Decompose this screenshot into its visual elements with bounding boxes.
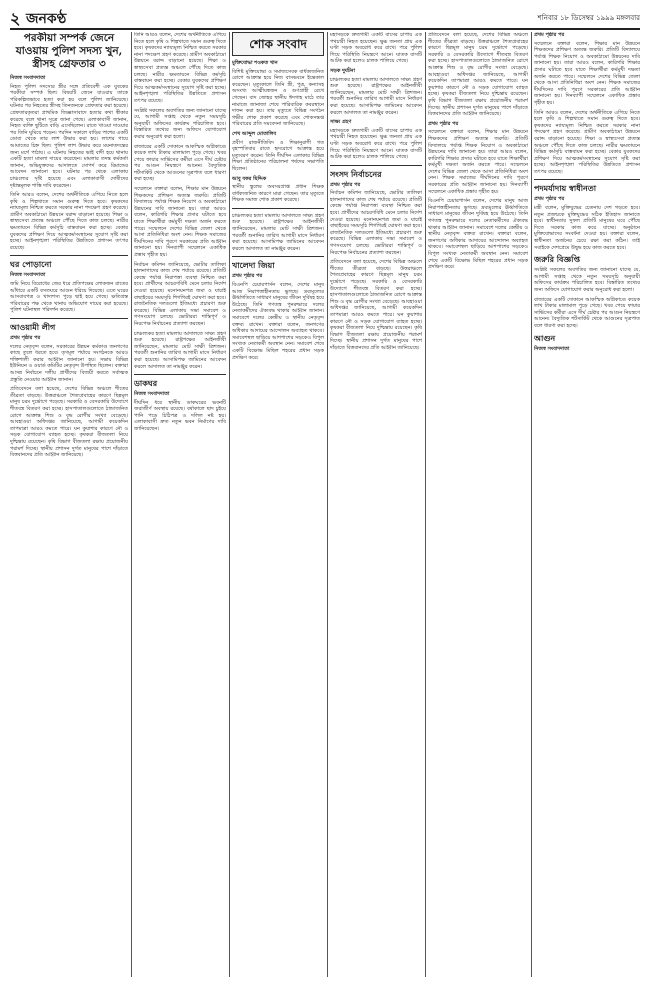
article-body-3-cont: প্রতিবেদনে বলা হয়েছে, দেশের বিভিন্ন অঞ্চলে শীতের তীব্রতা বাড়ছে। উত্তরাঞ্চলে শৈত্যপ্রবাহের কারণে ছিন্নমূল মানুষ চরম দুর্ভোগে পড়েছে। সরকারি ও বেসরকারি উদ্যোগে শীতবস্ত্র বিতরণ করা হচ্ছে। হাসপাতালগুলোতে ঠান্ডাজনিত রোগে আক্রান্ত শিশু ও বৃদ্ধ রোগীর সংখ্যা বেড়েছে। আবহাওয়া অধিদপ্তর জানিয়েছে, আগামী কয়েকদিন তাপমাত্রা আরও কমতে পারে। ঘন কুয়াশার কারণে নৌ ও সড়ক যোগাযোগ ব্যাহত হচ্ছে। কৃষকরা বীজতলা নিয়ে দুশ্চিন্তায় রয়েছেন। কৃষি বিভাগ বীজতলা রক্ষায় প্রয়োজনীয় পরামর্শ দিচ্ছে। স্থানীয় প্রশাসন দুর্গত মানুষের পাশে দাঁড়াতে বিত্তবানদের প্রতি আহ্বান জানিয়েছে। xyxy=(10,386,128,459)
obituary-name-2: শেখ আব্দুল মোতালিব xyxy=(232,130,277,137)
article-body-8: বিএনপি চেয়ারপার্সন বলেন, দেশের মানুষ আজ নিরাপত্তাহীনতায় ভুগছে। দ্রব্যমূল্যের ঊর্ধ্বগতিতে সাধারণ মানুষের জীবন দুর্বিষহ হয়ে উঠেছে। তিনি গণতন্ত্র পুনরুদ্ধারে দলের নেতাকর্মীদের ঐক্যবদ্ধ থাকার আহ্বান জানান। সমাবেশে দলের কেন্দ্রীয় ও স্থানীয় নেতৃবৃন্দ বক্তব্য রাখেন। বক্তারা বলেন, জনগণের অধিকার আদায়ের আন্দোলন অব্যাহত থাকবে। সমাবেশস্থল ছাড়িয়ে আশপাশের সড়কেও বিপুল সংখ্যক নেতাকর্মী অবস্থান নেন। সমাবেশ শেষে একটি বিক্ষোভ মিছিল শহরের প্রধান সড়ক প্রদক্ষিণ করে। xyxy=(232,282,324,361)
column-3 xyxy=(232,32,324,977)
page-number: ২ xyxy=(10,9,21,28)
article-body-1: নিহত পুলিশ সদস্যের স্ত্রীর সঙ্গে প্রতিবেশী এক যুবকের পরকীয়া সম্পর্ক ছিল। বিষয়টি জেনে যাওয়ায় তাকে পরিকল্পিতভাবে হত্যা করা হয় বলে পুলিশ জানিয়েছে। ঘটনার পর নিহতের স্ত্রীসহ তিনজনকে গ্রেফতার করা হয়েছে। গ্রেফতারকৃতরা প্রাথমিক জিজ্ঞাসাবাদে হত্যার কথা স্বীকার করেছে বলে থানা সূত্রে জানা গেছে। এলাকাবাসী জানান, নিহত ব্যক্তি ছুটিতে বাড়ি এসেছিলেন। রাতে খাওয়া দাওয়ার পর তিনি ঘুমিয়ে পড়েন। পরদিন সকালে বাড়ির পাশের একটি ডোবা থেকে তার লাশ উদ্ধার করা হয়। লাশের গায়ে আঘাতের চিহ্ন ছিল। পুলিশ লাশ উদ্ধার করে ময়নাতদন্তের জন্য মর্গে পাঠায়। এ ঘটনায় নিহতের ভাই বাদী হয়ে থানায় একটি হত্যা মামলা দায়ের করেছেন। মামলার তদন্ত কর্মকর্তা জানান, অভিযুক্তদের আদালতে সোপর্দ করে রিমান্ডের আবেদন জানানো হবে। ঘটনার পর থেকে এলাকায় চাঞ্চল্যের সৃষ্টি হয়েছে এবং এলাকাবাসী দোষীদের দৃষ্টান্তমূলক শাস্তি দাবি করেছেন। xyxy=(10,83,128,189)
article-body-13b: প্রতিবেদনে বলা হয়েছে, দেশের বিভিন্ন অঞ্চলে শীতের তীব্রতা বাড়ছে। উত্তরাঞ্চলে শৈত্যপ্রবাহের কারণে ছিন্নমূল মানুষ চরম দুর্ভোগে পড়েছে। সরকারি ও বেসরকারি উদ্যোগে শীতবস্ত্র বিতরণ করা হচ্ছে। হাসপাতালগুলোতে ঠান্ডাজনিত রোগে আক্রান্ত শিশু ও বৃদ্ধ রোগীর সংখ্যা বেড়েছে। আবহাওয়া অধিদপ্তর জানিয়েছে, আগামী কয়েকদিন তাপমাত্রা আরও কমতে পারে। ঘন কুয়াশার কারণে নৌ ও সড়ক যোগাযোগ ব্যাহত হচ্ছে। কৃষকরা বীজতলা নিয়ে দুশ্চিন্তায় রয়েছেন। কৃষি বিভাগ বীজতলা রক্ষায় প্রয়োজনীয় পরামর্শ দিচ্ছে। স্থানীয় প্রশাসন দুর্গত মানুষের পাশে দাঁড়াতে বিত্তবানদের প্রতি আহ্বান জানিয়েছে। xyxy=(330,259,422,351)
column-5 xyxy=(428,32,528,977)
date-line: শনিবার ১৮ ডিসেম্বর ১৯৯৯ মঙ্গলবার xyxy=(537,14,640,22)
column-4 xyxy=(330,32,422,977)
obituary-banner: শোক সংবাদ xyxy=(232,32,324,56)
article-body-6: সংশ্লিষ্ট সকলের অবগতির জন্য জানানো যাচ্ছে যে, আগামী সপ্তাহ থেকে নতুন সময়সূচি অনুযায়ী অফিসের কার্যক্রম পরিচালিত হবে। বিস্তারিত তথ্যের জন্য অফিসে যোগাযোগ করার অনুরোধ করা হলো। xyxy=(134,107,226,140)
article-body-7: বাজারের একটি দোকানে আকস্মিক অগ্নিকাণ্ডে কয়েক লাখ টাকার মালামাল পুড়ে গেছে। খবর পেয়ে ফায়ার সার্ভিসের কর্মীরা এসে দীর্ঘ চেষ্টার পর আগুন নিয়ন্ত্রণে আনেন। বৈদ্যুতিক শর্টসার্কিট থেকে আগুনের সূত্রপাত বলে ধারণা করা হচ্ছে। xyxy=(134,143,226,183)
headline-2: ঘর পোড়ানো xyxy=(10,260,52,270)
headline-4: ডাকঘর xyxy=(134,379,158,389)
article-body-5d: তিনি আরও বলেন, দেশের অর্থনীতিকে এগিয়ে নিতে হলে কৃষি ও শিল্পখাতে সমান গুরুত্ব দিতে হবে। কৃষকদের ন্যায্যমূল্য নিশ্চিত করতে সরকার নানা পদক্ষেপ গ্রহণ করেছে। গ্রামীণ অবকাঠামো উন্নয়নে বরাদ্দ বাড়ানো হয়েছে। শিক্ষা ও স্বাস্থ্যসেবা প্রত্যন্ত অঞ্চলে পৌঁছে দিতে কাজ চলছে। নারীর ক্ষমতায়নে বিভিন্ন কর্মসূচি বাস্তবায়ন করা হচ্ছে। বেকার যুবকদের প্রশিক্ষণ দিয়ে আত্মকর্মসংস্থানের সুযোগ সৃষ্টি করা হচ্ছে। আইনশৃঙ্খলা পরিস্থিতির উন্নতিতে প্রশাসন তৎপর রয়েছে। xyxy=(534,109,640,175)
article-body-8c: বিএনপি চেয়ারপার্সন বলেন, দেশের মানুষ আজ নিরাপত্তাহীনতায় ভুগছে। দ্রব্যমূল্যের ঊর্ধ্বগতিতে সাধারণ মানুষের জীবন দুর্বিষহ হয়ে উঠেছে। তিনি গণতন্ত্র পুনরুদ্ধারে দলের নেতাকর্মীদের ঐক্যবদ্ধ থাকার আহ্বান জানান। সমাবেশে দলের কেন্দ্রীয় ও স্থানীয় নেতৃবৃন্দ বক্তব্য রাখেন। বক্তারা বলেন, জনগণের অধিকার আদায়ের আন্দোলন অব্যাহত থাকবে। সমাবেশস্থল ছাড়িয়ে আশপাশের সড়কেও বিপুল সংখ্যক নেতাকর্মী অবস্থান নেন। সমাবেশ শেষে একটি বিক্ষোভ মিছিল শহরের প্রধান সড়ক প্রদক্ষিণ করে। xyxy=(428,198,528,271)
dateline-14: প্রথম পৃষ্ঠার পর xyxy=(534,32,565,38)
article-body-5: তিনি আরও বলেন, দেশের অর্থনীতিকে এগিয়ে নিতে হলে কৃষি ও শিল্পখাতে সমান গুরুত্ব দিতে হবে। কৃষকদের ন্যায্যমূল্য নিশ্চিত করতে সরকার নানা পদক্ষেপ গ্রহণ করেছে। গ্রামীণ অবকাঠামো উন্নয়নে বরাদ্দ বাড়ানো হয়েছে। শিক্ষা ও স্বাস্থ্যসেবা প্রত্যন্ত অঞ্চলে পৌঁছে দিতে কাজ চলছে। নারীর ক্ষমতায়নে বিভিন্ন কর্মসূচি বাস্তবায়ন করা হচ্ছে। বেকার যুবকদের প্রশিক্ষণ দিয়ে আত্মকর্মসংস্থানের সুযোগ সৃষ্টি করা হচ্ছে। আইনশৃঙ্খলা পরিস্থিতির উন্নতিতে প্রশাসন তৎপর রয়েছে। xyxy=(134,32,226,104)
column-1 xyxy=(10,32,128,977)
headline-10: সংসদ নির্বাচনের xyxy=(330,169,382,179)
obituary-name-3: আবু বকর ছিদ্দিক xyxy=(232,175,267,182)
headline-7: আগুন xyxy=(534,333,556,343)
obituary-body-3: স্থানীয় স্কুলের অবসরপ্রাপ্ত প্রধান শিক্ষক বার্ধক্যজনিত কারণে মারা গেছেন। তার মৃত্যুতে শিক্ষক সমাজ শোক প্রকাশ করেছে। xyxy=(232,184,324,204)
dateline-1: নিজস্ব সংবাদদাতা xyxy=(10,75,46,81)
headline-6: জরুরি বিজ্ঞপ্তি xyxy=(534,255,581,265)
dateline-2: নিজস্ব সংবাদদাতা xyxy=(10,272,46,279)
subhead-11: সড়ক দুর্ঘটনা xyxy=(330,67,355,74)
article-body-4: দীর্ঘদিন ধরে স্থানীয় ডাকঘরের ভবনটি জরাজীর্ণ অবস্থায় রয়েছে। বর্ষাকালে ছাদ চুইয়ে পানি পড়ে চিঠিপত্র ও দলিল নষ্ট হয়। এলাকাবাসী দ্রুত নতুন ভবন নির্মাণের দাবি জানিয়েছেন। xyxy=(134,399,226,433)
dateline-13: প্রথম পৃষ্ঠার পর xyxy=(428,120,459,127)
newspaper-logo: জনকণ্ঠ xyxy=(26,11,67,27)
article-body-11c: মহাসড়কে দ্রুতগামী একটি বাসের চাপায় এক পথচারী নিহত হয়েছেন। ক্ষুব্ধ জনতা প্রায় এক ঘণ্টা সড়ক অবরোধ করে রাখে। পরে পুলিশ গিয়ে পরিস্থিতি নিয়ন্ত্রণে আনে। ঘাতক বাসটি আটক করা হলেও চালক পালিয়ে গেছে। xyxy=(330,127,422,161)
headline-8: খালেদা জিয়া xyxy=(232,261,275,271)
article-body-2: জমি নিয়ে বিরোধের জের ধরে প্রতিপক্ষের লোকজন রাতের আঁধারে একটি বসতঘরে আগুন ধরিয়ে দিয়েছে। এতে ঘরের আসবাবপত্র ও খাদ্যশস্য পুড়ে ছাই হয়ে গেছে। ক্ষতিগ্রস্ত পরিবারের পক্ষ থেকে থানায় অভিযোগ দায়ের করা হয়েছে। পুলিশ ঘটনাস্থল পরিদর্শন করেছে। xyxy=(10,281,128,314)
article-body-12: চাঞ্চল্যকর হত্যা মামলায় আদালতে সাক্ষ্য গ্রহণ শুরু হয়েছে। রাষ্ট্রপক্ষের আইনজীবী জানিয়েছেন, মামলার মোট সাক্ষী ত্রিশজন। পরবর্তী শুনানির তারিখ আগামী মাসে নির্ধারণ করা হয়েছে। আসামিপক্ষ জামিনের আবেদন করলে আদালত তা নামঞ্জুর করেন। xyxy=(232,212,324,252)
dateline-15: প্রথম পৃষ্ঠার পর xyxy=(534,196,565,203)
dateline-4: নিজস্ব সংবাদদাতা xyxy=(134,391,170,398)
dateline-8: প্রথম পৃষ্ঠার পর xyxy=(232,273,263,280)
headline-3: আওয়ামী লীগ xyxy=(10,323,56,332)
article-body-6d: সংশ্লিষ্ট সকলের অবগতির জন্য জানানো যাচ্ছে যে, আগামী সপ্তাহ থেকে নতুন সময়সূচি অনুযায়ী অফিসের কার্যক্রম পরিচালিত হবে। বিস্তারিত তথ্যের জন্য অফিসে যোগাযোগ করার অনুরোধ করা হলো। xyxy=(534,267,640,293)
obituary-body-1: বিশিষ্ট মুক্তিযোদ্ধা ও সমাজসেবক বার্ধক্যজনিত রোগে আক্রান্ত হয়ে নিজ বাসভবনে ইন্তেকাল করেছেন। মৃত্যুকালে তিনি স্ত্রী, পুত্র, কন্যাসহ অসংখ্য আত্মীয়স্বজন ও গুণগ্রাহী রেখে গেছেন। বাদ জোহর স্থানীয় ঈদগাহ মাঠে তার নামাজে জানাজা শেষে পারিবারিক কবরস্থানে দাফন করা হয়। তার মৃত্যুতে বিভিন্ন সংগঠন গভীর শোক প্রকাশ করেছে এবং শোকসন্তপ্ত পরিবারের প্রতি সমবেদনা জানিয়েছে। xyxy=(232,68,324,128)
article-body-7d: বাজারের একটি দোকানে আকস্মিক অগ্নিকাণ্ডে কয়েক লাখ টাকার মালামাল পুড়ে গেছে। খবর পেয়ে ফায়ার সার্ভিসের কর্মীরা এসে দীর্ঘ চেষ্টার পর আগুন নিয়ন্ত্রণে আনেন। বৈদ্যুতিক শর্টসার্কিট থেকে আগুনের সূত্রপাত বলে ধারণা করা হচ্ছে। xyxy=(534,296,640,329)
dateline-3: প্রথম পৃষ্ঠার পর xyxy=(10,335,41,341)
dateline-7: নিজস্ব সংবাদদাতা xyxy=(534,345,570,352)
article-body-3: দলের নেতৃবৃন্দ বলেন, সরকারের উন্নয়ন কর্মকাণ্ড জনগণের কাছে তুলে ধরতে হবে। তৃণমূল পর্যায়ে সংগঠনকে আরও শক্তিশালী করার আহ্বান জানানো হয়। সভায় বিভিন্ন ইউনিয়ন ও ওয়ার্ড কমিটির নেতৃবৃন্দ উপস্থিত ছিলেন। বক্তারা আসন্ন নির্বাচনে দলীয় প্রার্থীদের বিজয়ী করতে সর্বাত্মক প্রস্তুতি নেওয়ার আহ্বান জানান। xyxy=(10,343,128,383)
article-body-12b: চাঞ্চল্যকর হত্যা মামলায় আদালতে সাক্ষ্য গ্রহণ শুরু হয়েছে। রাষ্ট্রপক্ষের আইনজীবী জানিয়েছেন, মামলার মোট সাক্ষী ত্রিশজন। পরবর্তী শুনানির তারিখ আগামী মাসে নির্ধারণ করা হয়েছে। আসামিপক্ষ জামিনের আবেদন করলে আদালত তা নামঞ্জুর করেন। xyxy=(134,330,226,370)
subhead-12: সাক্ষ্য গ্রহণ xyxy=(330,119,352,126)
page-header xyxy=(10,6,640,30)
article-body-13: প্রতিবেদনে বলা হয়েছে, দেশের বিভিন্ন অঞ্চলে শীতের তীব্রতা বাড়ছে। উত্তরাঞ্চলে শৈত্যপ্রবাহের কারণে ছিন্নমূল মানুষ চরম দুর্ভোগে পড়েছে। সরকারি ও বেসরকারি উদ্যোগে শীতবস্ত্র বিতরণ করা হচ্ছে। হাসপাতালগুলোতে ঠান্ডাজনিত রোগে আক্রান্ত শিশু ও বৃদ্ধ রোগীর সংখ্যা বেড়েছে। আবহাওয়া অধিদপ্তর জানিয়েছে, আগামী কয়েকদিন তাপমাত্রা আরও কমতে পারে। ঘন কুয়াশার কারণে নৌ ও সড়ক যোগাযোগ ব্যাহত হচ্ছে। কৃষকরা বীজতলা নিয়ে দুশ্চিন্তায় রয়েছেন। কৃষি বিভাগ বীজতলা রক্ষায় প্রয়োজনীয় পরামর্শ দিচ্ছে। স্থানীয় প্রশাসন দুর্গত মানুষের পাশে দাঁড়াতে বিত্তবানদের প্রতি আহ্বান জানিয়েছে। xyxy=(428,32,528,118)
article-body-14d: সম্মেলনে বক্তারা বলেন, শিক্ষার মান উন্নয়নে শিক্ষকদের প্রশিক্ষণ অত্যন্ত জরুরি। প্রতিটি বিদ্যালয়ে পর্যাপ্ত শিক্ষক নিয়োগ ও অবকাঠামো উন্নয়নের দাবি জানানো হয়। তারা আরও বলেন, কারিগরি শিক্ষার প্রসার ঘটাতে হবে যাতে শিক্ষার্থীরা কর্মমুখী দক্ষতা অর্জন করতে পারে। সম্মেলনে দেশের বিভিন্ন জেলা থেকে আসা প্রতিনিধিরা অংশ নেন। শিক্ষক সমাজের দীর্ঘদিনের দাবি পূরণে সরকারের প্রতি আহ্বান জানানো হয়। দিনব্যাপী সম্মেলনে একাধিক প্রস্তাব গৃহীত হয়। xyxy=(534,40,640,106)
article-body-10: নির্বাচন কমিশন জানিয়েছে, ভোটার তালিকা হালনাগাদের কাজ শেষ পর্যায়ে রয়েছে। প্রতিটি কেন্দ্রে পর্যাপ্ত নিরাপত্তা ব্যবস্থা নিশ্চিত করা হবে। প্রার্থীদের আচরণবিধি মেনে চলার নির্দেশ দেওয়া হয়েছে। মনোনয়নপত্র জমা ও যাচাই বাছাইয়ের সময়সূচি শিগগিরই ঘোষণা করা হবে। রাজনৈতিক দলগুলো ইতিমধ্যে প্রচারণা শুরু করেছে। বিভিন্ন এলাকায় সভা সমাবেশ ও গণসংযোগ চলছে। ভোটাররা শান্তিপূর্ণ ও নিরপেক্ষ নির্বাচনের প্রত্যাশা করছেন। xyxy=(330,190,422,256)
article-body-15: মন্ত্রী বলেন, মুক্তিযুদ্ধের চেতনায় দেশ গড়তে হবে। নতুন প্রজন্মকে মুক্তিযুদ্ধের সঠিক ইতিহাস জানাতে হবে। স্বাধীনতার সুফল প্রতিটি মানুষের ঘরে পৌঁছে দিতে সরকার কাজ করে যাচ্ছে। অনুষ্ঠানে মুক্তিযোদ্ধাদের সংবর্ধনা দেওয়া হয়। বক্তারা বলেন, স্বাধীনতা অর্জনের চেয়ে রক্ষা করা কঠিন। তাই সবাইকে দেশপ্রেমে উদ্বুদ্ধ হয়ে কাজ করতে হবে। xyxy=(534,205,640,251)
article-body-1-cont: তিনি আরও বলেন, দেশের অর্থনীতিকে এগিয়ে নিতে হলে কৃষি ও শিল্পখাতে সমান গুরুত্ব দিতে হবে। কৃষকদের ন্যায্যমূল্য নিশ্চিত করতে সরকার নানা পদক্ষেপ গ্রহণ করেছে। গ্রামীণ অবকাঠামো উন্নয়নে বরাদ্দ বাড়ানো হয়েছে। শিক্ষা ও স্বাস্থ্যসেবা প্রত্যন্ত অঞ্চলে পৌঁছে দিতে কাজ চলছে। নারীর ক্ষমতায়নে বিভিন্ন কর্মসূচি বাস্তবায়ন করা হচ্ছে। বেকার যুবকদের প্রশিক্ষণ দিয়ে আত্মকর্মসংস্থানের সুযোগ সৃষ্টি করা হচ্ছে। আইনশৃঙ্খলা পরিস্থিতির উন্নতিতে প্রশাসন তৎপর রয়েছে। xyxy=(10,192,128,251)
column-6 xyxy=(534,32,640,977)
article-body-11: মহাসড়কে দ্রুতগামী একটি বাসের চাপায় এক পথচারী নিহত হয়েছেন। ক্ষুব্ধ জনতা প্রায় এক ঘণ্টা সড়ক অবরোধ করে রাখে। পরে পুলিশ গিয়ে পরিস্থিতি নিয়ন্ত্রণে আনে। ঘাতক বাসটি আটক করা হলেও চালক পালিয়ে গেছে। xyxy=(330,32,422,65)
headline-1: পরকীয়া সম্পর্ক জেনে যাওয়ায় পুলিশ সদস্য খুন, স্ত্রীসহ গ্রেফতার ৩ xyxy=(15,32,123,70)
article-body-10b: নির্বাচন কমিশন জানিয়েছে, ভোটার তালিকা হালনাগাদের কাজ শেষ পর্যায়ে রয়েছে। প্রতিটি কেন্দ্রে পর্যাপ্ত নিরাপত্তা ব্যবস্থা নিশ্চিত করা হবে। প্রার্থীদের আচরণবিধি মেনে চলার নির্দেশ দেওয়া হয়েছে। মনোনয়নপত্র জমা ও যাচাই বাছাইয়ের সময়সূচি শিগগিরই ঘোষণা করা হবে। রাজনৈতিক দলগুলো ইতিমধ্যে প্রচারণা শুরু করেছে। বিভিন্ন এলাকায় সভা সমাবেশ ও গণসংযোগ চলছে। ভোটাররা শান্তিপূর্ণ ও নিরপেক্ষ নির্বাচনের প্রত্যাশা করছেন। xyxy=(134,261,226,327)
obituary-body-2: প্রবীণ রাজনীতিবিদ ও শিক্ষানুরাগী গত বৃহস্পতিবার রাতে হৃদরোগে আক্রান্ত হয়ে মৃত্যুবরণ করেন। তিনি দীর্ঘদিন এলাকার বিভিন্ন শিক্ষা প্রতিষ্ঠানের পরিচালনা পর্ষদের সভাপতি ছিলেন। xyxy=(232,139,324,172)
dateline-10: প্রথম পৃষ্ঠার পর xyxy=(330,181,361,188)
headline-15: পদমর্যাদায় স্বাধীনতা xyxy=(534,184,597,194)
article-body-14c: সম্মেলনে বক্তারা বলেন, শিক্ষার মান উন্নয়নে শিক্ষকদের প্রশিক্ষণ অত্যন্ত জরুরি। প্রতিটি বিদ্যালয়ে পর্যাপ্ত শিক্ষক নিয়োগ ও অবকাঠামো উন্নয়নের দাবি জানানো হয়। তারা আরও বলেন, কারিগরি শিক্ষার প্রসার ঘটাতে হবে যাতে শিক্ষার্থীরা কর্মমুখী দক্ষতা অর্জন করতে পারে। সম্মেলনে দেশের বিভিন্ন জেলা থেকে আসা প্রতিনিধিরা অংশ নেন। শিক্ষক সমাজের দীর্ঘদিনের দাবি পূরণে সরকারের প্রতি আহ্বান জানানো হয়। দিনব্যাপী সম্মেলনে একাধিক প্রস্তাব গৃহীত হয়। xyxy=(428,129,528,195)
article-body-14: সম্মেলনে বক্তারা বলেন, শিক্ষার মান উন্নয়নে শিক্ষকদের প্রশিক্ষণ অত্যন্ত জরুরি। প্রতিটি বিদ্যালয়ে পর্যাপ্ত শিক্ষক নিয়োগ ও অবকাঠামো উন্নয়নের দাবি জানানো হয়। তারা আরও বলেন, কারিগরি শিক্ষার প্রসার ঘটাতে হবে যাতে শিক্ষার্থীরা কর্মমুখী দক্ষতা অর্জন করতে পারে। সম্মেলনে দেশের বিভিন্ন জেলা থেকে আসা প্রতিনিধিরা অংশ নেন। শিক্ষক সমাজের দীর্ঘদিনের দাবি পূরণে সরকারের প্রতি আহ্বান জানানো হয়। দিনব্যাপী সম্মেলনে একাধিক প্রস্তাব গৃহীত হয়। xyxy=(134,186,226,258)
column-2 xyxy=(134,32,226,977)
article-body-12c: চাঞ্চল্যকর হত্যা মামলায় আদালতে সাক্ষ্য গ্রহণ শুরু হয়েছে। রাষ্ট্রপক্ষের আইনজীবী জানিয়েছেন, মামলার মোট সাক্ষী ত্রিশজন। পরবর্তী শুনানির তারিখ আগামী মাসে নির্ধারণ করা হয়েছে। আসামিপক্ষ জামিনের আবেদন করলে আদালত তা নামঞ্জুর করেন। xyxy=(330,76,422,116)
obituary-name-1: মুক্তিযোদ্ধা শওকত খান xyxy=(232,60,278,66)
